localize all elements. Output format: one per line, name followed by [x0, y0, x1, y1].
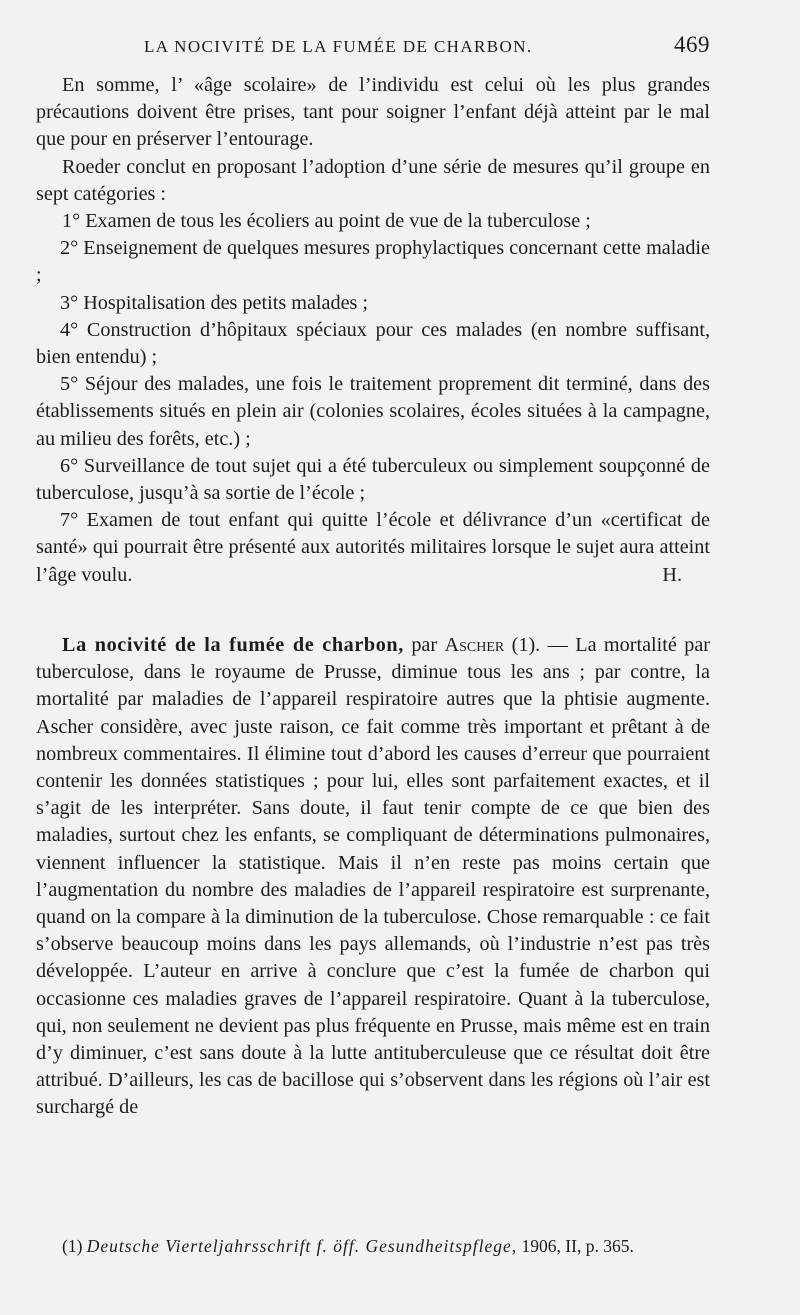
roeder-conclusions-section — [36, 72, 710, 589]
measure-item-7 — [36, 507, 710, 589]
signature-initial: H. — [662, 563, 682, 586]
paragraph-school-age: En somme, l’ «âge scolaire» de l’individu est celui où les plus grandes précautions doivent être prises, tant pour soigner l’enfant déjà atteint par le mal que pour en préserver l’entourage. — [36, 74, 710, 151]
measure-item-5: 5° Séjour des malades, une fois le traitement proprement dit terminé, dans des établissements situés en plein air (colonies scolaires, écoles situées à la campagne, au milieu des forêts, etc.) ; — [36, 373, 710, 450]
running-header — [36, 32, 710, 62]
measure-item-2: 2° Enseignement de quelques mesures prophylactiques concernant cette maladie ; — [36, 237, 710, 287]
footnote — [36, 1234, 710, 1258]
measure-item-1: 1° Examen de tous les écoliers au point de vue de la tuberculose ; — [62, 210, 591, 233]
article-body: La mortalité par tuberculose, dans le royaume de Prusse, diminue tous les ans ; par contre, la mortalité par maladies de l’appareil respiratoire autres que la phtisie augmente. Ascher considère, avec juste raison, ce fait comme très important et prêtant à de nombreux commentaires. Il élimine tout d’abord les causes d’erreur que pourraient contenir les données statistiques ; pour lui, elles sont parfaitement exactes, et il s’agit de les interpréter. Sans doute, il faut tenir compte de ce que bien des maladies, surtout chez les enfants, se compliquant de déterminations pulmonaires, viennent influencer la statistique. Mais il n’en reste pas moins certain que l’augmentation du nombre des maladies de l’appareil respiratoire est surprenante, quand on la compare à la diminution de la tuberculose. Chose remarquable : ce fait s’observe beaucoup moins dans les pays allemands, où l’industrie n’est pas très développée. L’auteur en arrive à conclure que c’est la fumée de charbon qui occasionne ces maladies graves de l’appareil respiratoire. Quant à la tuberculose, qui, non seulement ne devient pas plus fréquente en Prusse, mais même est en train d’y diminuer, c’est sans doute à la lutte antituberculeuse que ce résultat doit être attribué. D’ailleurs, les cas de bacillose qui s’observent dans les régions où l’air est surchargé de — [36, 634, 710, 1119]
article-by: par — [403, 634, 445, 656]
measure-item-6: 6° Surveillance de tout sujet qui a été tuberculeux ou simplement soupçonné de tuberculose, jusqu’à sa sortie de l’école ; — [36, 454, 710, 505]
article-author: Ascher — [444, 634, 505, 656]
paragraph-roeder-intro: Roeder conclut en proposant l’adoption d’une série de mesures qu’il groupe en sept catégories : — [36, 155, 710, 205]
footnote-citation: 1906, II, p. 365. — [517, 1236, 634, 1256]
page-number: 469 — [674, 32, 710, 57]
footnote-reference: (1). — — [504, 634, 576, 656]
running-title: LA NOCIVITÉ DE LA FUMÉE DE CHARBON. — [144, 37, 533, 56]
measure-item-7-text: 7° Examen de tout enfant qui quitte l’école et délivrance d’un «certificat de santé» qui pourrait être présenté aux autorités militaires lorsque le sujet aura atteint l’âge voulu. — [36, 509, 710, 586]
measure-item-3: 3° Hospitalisation des petits malades ; — [60, 291, 369, 314]
footnote-marker: (1) — [62, 1236, 87, 1256]
footnote-journal: Deutsche Vierteljahrsschrift f. öff. Gesundheitspflege, — [86, 1236, 518, 1256]
article-title: La nocivité de la fumée de charbon, — [62, 634, 404, 656]
article-paragraph — [36, 632, 710, 1122]
coal-smoke-article — [36, 632, 710, 1122]
measure-item-4: 4° Construction d’hôpitaux spéciaux pour ces malades (en nombre suffisant, bien entendu) ; — [36, 318, 710, 369]
